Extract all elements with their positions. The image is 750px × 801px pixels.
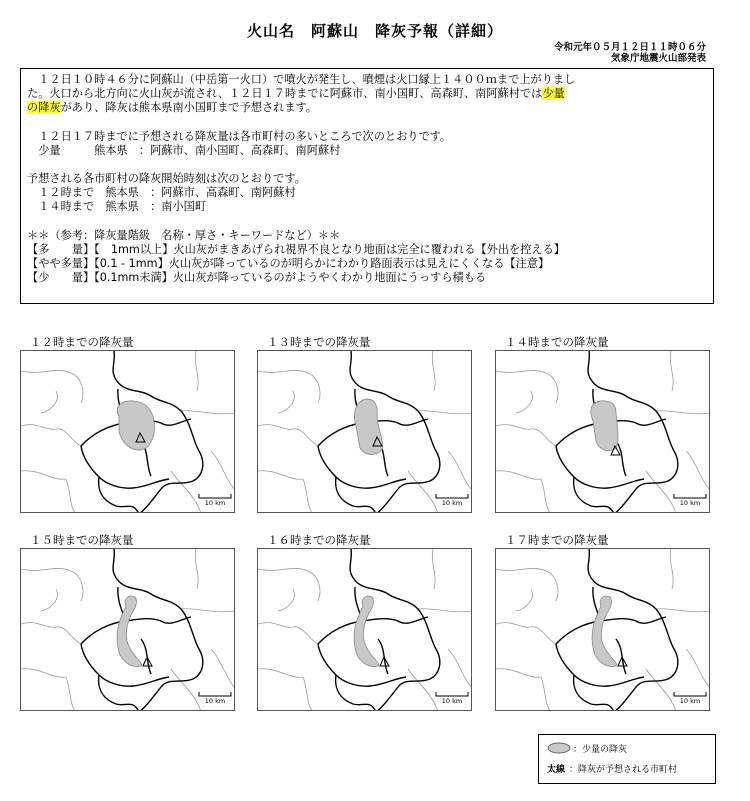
municipal-boundary: [211, 451, 235, 491]
para2-line: 少量 熊本県 ：阿蘇市、南小国町、高森町、南阿蘇村: [27, 143, 341, 157]
municipal-boundary: [21, 471, 66, 479]
scale-bar: [674, 494, 706, 498]
map-svg: [21, 549, 235, 711]
para1-line2: た。火口から北方向に火山灰が流され、１２日１７時までに阿蘇市、南小国町、高森町、南阿蘇村では少量: [27, 87, 565, 101]
map-svg: [21, 351, 235, 513]
municipal-boundary: [181, 609, 235, 612]
scale-bar: [199, 494, 231, 498]
forecast-municipality-boundary: [318, 617, 428, 644]
municipal-boundary: [670, 549, 673, 589]
issuer: 気象庁地震火山部発表: [610, 53, 706, 64]
para4-heading: ＊＊（参考：降灰量階級 名称・厚さ・キーワードなど）＊＊: [27, 228, 341, 242]
municipal-boundary: [258, 370, 320, 403]
map-svg: [258, 351, 472, 513]
forecast-municipality-boundary: [556, 617, 666, 644]
municipal-boundary: [496, 370, 558, 403]
municipal-boundary: [496, 669, 541, 677]
municipal-boundary: [66, 677, 76, 711]
municipal-boundary: [41, 589, 57, 611]
map-panel-17: [495, 548, 710, 711]
municipal-boundary: [278, 391, 294, 413]
municipal-boundaries: [21, 549, 235, 711]
legend-bold-key: 太線: [547, 765, 566, 775]
ash-legend-swatch: [547, 742, 571, 754]
legend-bold-label: ：降灰が予想される市町村: [569, 765, 678, 775]
municipal-boundary: [41, 391, 57, 413]
municipal-boundary: [21, 568, 83, 601]
municipal-boundary: [258, 669, 303, 677]
forecast-municipality-boundary: [99, 477, 139, 513]
municipal-boundary: [258, 568, 320, 601]
municipal-boundary: [686, 649, 710, 689]
scale-label: 10 km: [679, 697, 701, 705]
municipal-boundary: [686, 451, 710, 491]
map-title-16: １６時までの降灰量: [267, 533, 371, 547]
scale-label: 10 km: [441, 499, 463, 507]
municipal-boundary: [303, 479, 313, 513]
municipal-boundary: [496, 425, 556, 446]
municipal-boundary: [21, 425, 81, 446]
municipal-boundary: [656, 609, 710, 612]
forecast-municipality-boundary: [81, 617, 191, 644]
municipal-boundary: [171, 669, 201, 711]
map-svg: [496, 549, 710, 711]
para1-line3: の降灰があり、降灰は熊本県南小国町まで予想されます。: [27, 101, 317, 115]
forecast-municipality-boundary: [336, 675, 376, 711]
municipal-boundary: [646, 471, 676, 513]
forecast-text-box: [20, 68, 714, 304]
issue-info: [554, 42, 706, 64]
scale-label: 10 km: [441, 697, 463, 705]
municipal-boundary: [656, 411, 710, 414]
para4-line3: 【少 量】【0.1mm未満】火山灰が降っているのがようやくわかり地面にうっすら積もる: [27, 271, 487, 285]
map-title-12: １２時までの降灰量: [30, 335, 134, 349]
map-panel-16: [257, 548, 472, 711]
highlight-ashfall: の降灰: [27, 101, 61, 115]
map-panel-13: [257, 350, 472, 513]
municipal-boundary: [408, 471, 438, 513]
para4-line2: 【やや多量】【0.1 - 1mm】火山灰が降っているのが明らかにわかり路面表示は見えにくくなる【注意】: [27, 257, 550, 271]
municipal-boundaries: [258, 549, 472, 711]
map-panel-12: [20, 350, 235, 513]
scale-label: 10 km: [679, 499, 701, 507]
map-svg: [496, 351, 710, 513]
forecast-municipality-boundary: [556, 446, 644, 488]
municipal-boundary: [516, 391, 532, 413]
municipal-boundary: [496, 623, 556, 644]
municipal-boundary: [541, 479, 551, 513]
para1-line1: １２日１０時４６分に阿蘇山（中岳第一火口）で噴火が発生し、噴煙は火口縁上１４００ｍまで上がりまし: [27, 73, 576, 86]
municipal-boundary: [21, 370, 83, 403]
legend-ash-label: ：少量の降灰: [573, 745, 628, 755]
para3-line2: １４時まで 熊本県 ：南小国町: [27, 200, 207, 214]
municipal-boundary: [496, 568, 558, 601]
municipal-boundary: [418, 411, 472, 414]
municipal-boundary: [516, 589, 532, 611]
forecast-municipality-boundary: [318, 446, 406, 488]
municipal-boundary: [211, 649, 235, 689]
para4-line1: 【多 量】【 1mm以上】火山灰がまきあげられ視界不良となり地面は完全に覆われる【外出を控える】: [27, 242, 565, 256]
scale-label: 10 km: [204, 499, 226, 507]
scale-bar: [436, 692, 468, 696]
forecast-municipality-boundary: [616, 441, 626, 476]
municipal-boundary: [195, 351, 198, 391]
municipal-boundary: [195, 549, 198, 589]
map-title-15: １５時までの降灰量: [30, 533, 134, 547]
municipal-boundary: [21, 669, 66, 677]
municipal-boundary: [432, 351, 435, 391]
map-legend: [538, 734, 716, 784]
municipal-boundary: [408, 669, 438, 711]
scale-bar: [199, 692, 231, 696]
municipal-boundary: [258, 425, 318, 446]
forecast-municipality-boundary: [616, 639, 626, 674]
municipal-boundary: [258, 623, 318, 644]
municipal-boundary: [496, 471, 541, 479]
municipal-boundary: [646, 669, 676, 711]
ash-area: [591, 401, 618, 451]
municipal-boundary: [432, 549, 435, 589]
municipal-boundary: [448, 649, 472, 689]
municipal-boundary: [448, 451, 472, 491]
para3-intro: 予想される各市町村の降灰開始時刻は次のとおりです。: [27, 172, 306, 186]
municipal-boundary: [418, 609, 472, 612]
map-title-17: １７時までの降灰量: [505, 533, 609, 547]
map-title-14: １４時までの降灰量: [505, 335, 609, 349]
scale-label: 10 km: [204, 697, 226, 705]
forecast-municipality-boundary: [574, 477, 614, 513]
forecast-municipality-boundary: [141, 639, 151, 674]
forecast-municipality-boundary: [99, 675, 139, 711]
municipal-boundary: [278, 589, 294, 611]
scale-bar: [436, 494, 468, 498]
para2-intro: １２日１７時までに予想される降灰量は各市町村の多いところで次のとおりです。: [27, 129, 452, 143]
forecast-municipality-boundary: [81, 446, 169, 488]
municipal-boundary: [181, 411, 235, 414]
municipal-boundary: [171, 471, 201, 513]
forecast-municipality-boundary: [378, 639, 388, 674]
issued-datetime: 令和元年０５月１２日１１時０６分: [553, 42, 706, 53]
map-title-13: １３時までの降灰量: [267, 335, 371, 349]
map-svg: [258, 549, 472, 711]
ash-area: [117, 401, 154, 450]
municipal-boundary: [541, 677, 551, 711]
municipal-boundary: [258, 471, 303, 479]
scale-bar: [674, 692, 706, 696]
forecast-municipality-boundary: [336, 477, 376, 513]
highlight-small-amount: 少量: [542, 87, 565, 101]
para3-line1: １２時まで 熊本県 ：阿蘇市、高森町、南阿蘇村: [27, 186, 296, 200]
municipal-boundary: [66, 479, 76, 513]
map-panel-15: [20, 548, 235, 711]
municipal-boundary: [21, 623, 81, 644]
forecast-municipality-boundary: [574, 675, 614, 711]
map-panel-14: [495, 350, 710, 513]
municipal-boundary: [303, 677, 313, 711]
page-title: 火山名 阿蘇山 降灰予報（詳細）: [246, 22, 503, 40]
municipal-boundary: [670, 351, 673, 391]
municipal-boundaries: [496, 549, 710, 711]
